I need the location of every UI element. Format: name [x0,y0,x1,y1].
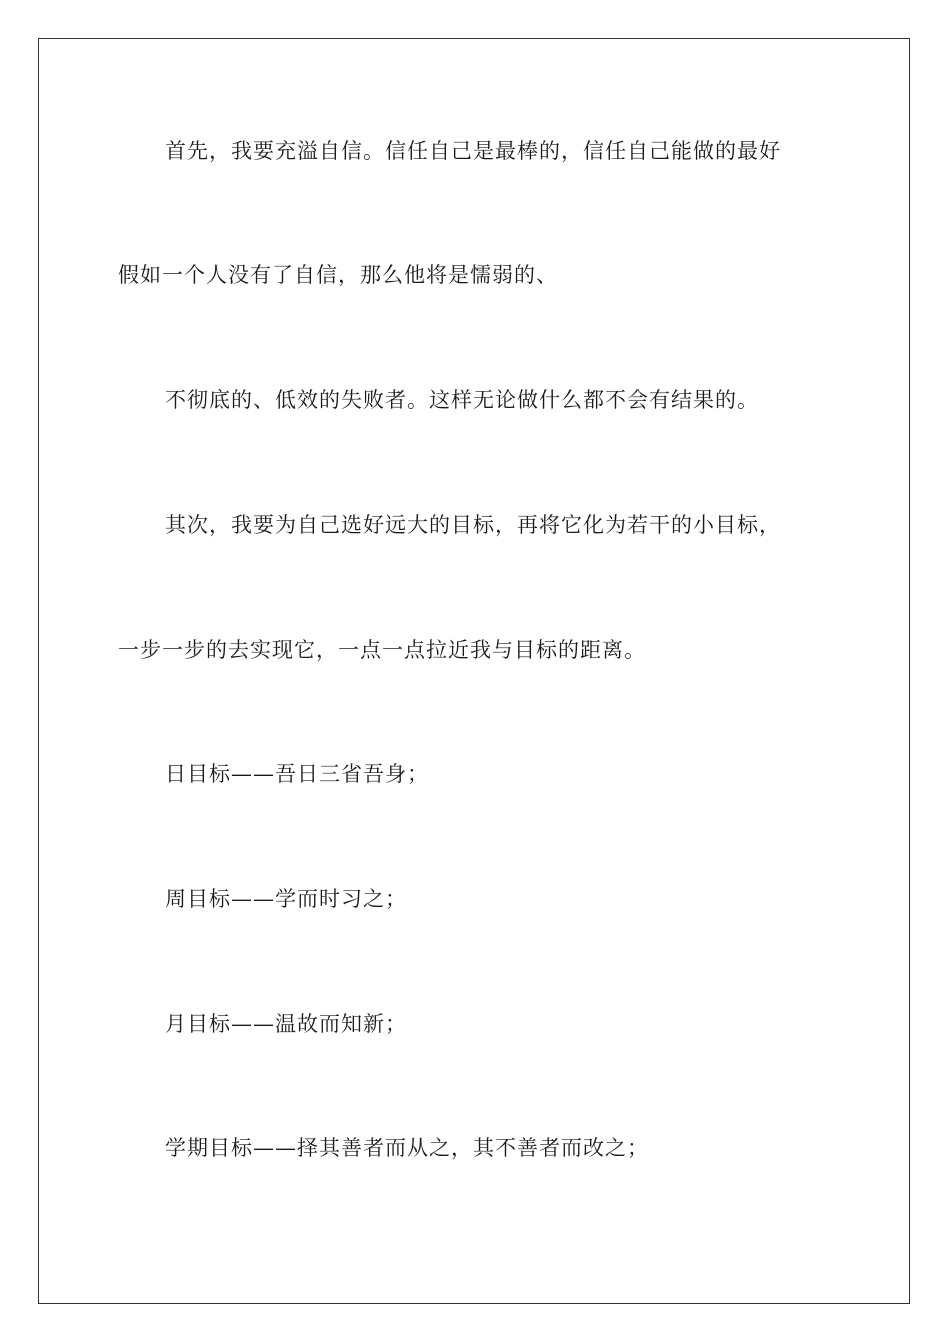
goal-line-monthly: 月目标——温故而知新； [165,1012,407,1036]
goal-line-daily: 日目标——吾日三省吾身； [165,762,429,786]
paragraph-line: 假如一个人没有了自信，那么他将是懦弱的、 [118,263,558,287]
goal-line-weekly: 周目标——学而时习之； [165,887,407,911]
paragraph-line: 一步一步的去实现它，一点一点拉近我与目标的距离。 [118,638,646,662]
paragraph-line: 其次，我要为自己选好远大的目标，再将它化为若干的小目标， [165,513,781,537]
paragraph-line: 首先，我要充溢自信。信任自己是最棒的，信任自己能做的最好 [165,139,781,163]
goal-line-semester: 学期目标——择其善者而从之，其不善者而改之； [165,1136,649,1160]
paragraph-line: 不彻底的、低效的失败者。这样无论做什么都不会有结果的。 [165,388,759,412]
page-border [38,38,910,1304]
